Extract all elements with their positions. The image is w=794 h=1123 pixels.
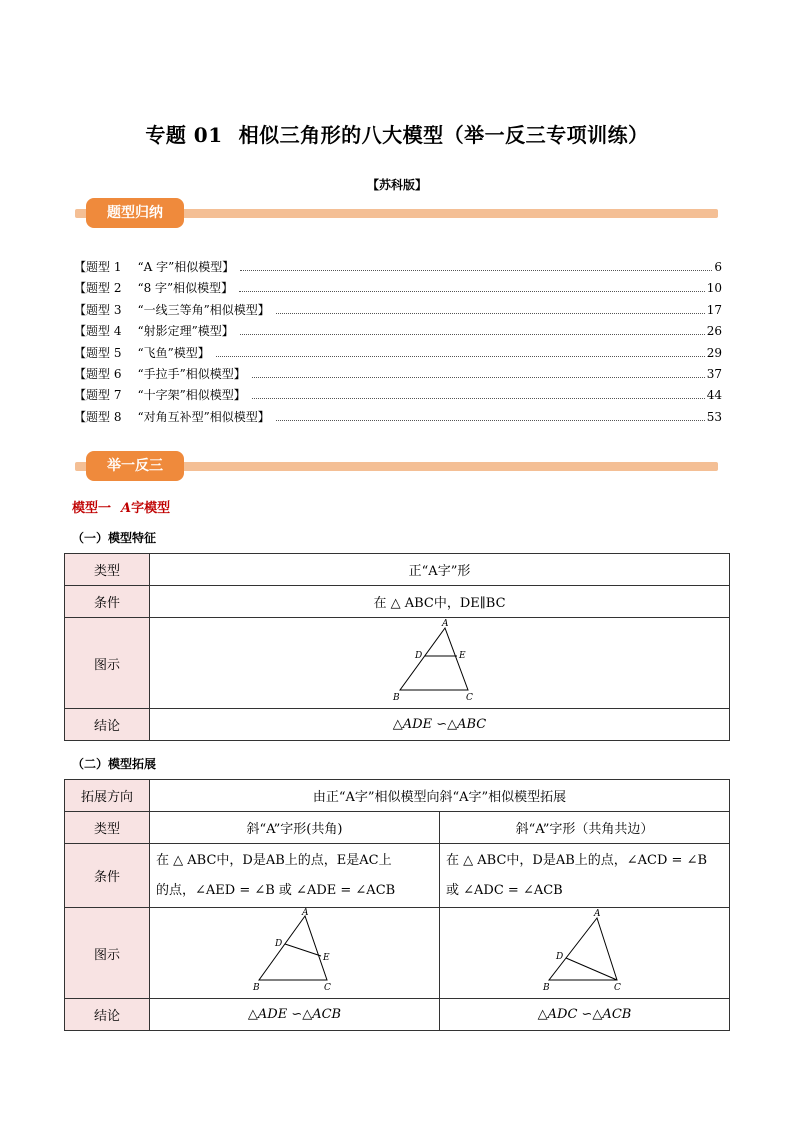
type-value: 正“A字”形 — [150, 554, 730, 586]
row-header-figure: 图示 — [65, 618, 150, 709]
type-left: 斜“A”字形(共角) — [150, 812, 440, 844]
toc-row[interactable]: 【题型 8 “对角互补型”相似模型】 53 — [74, 409, 722, 424]
row-header-type: 类型 — [65, 554, 150, 586]
condition-right: 在 △ ABC中，D是AB上的点，∠ACD = ∠B 或 ∠ADC = ∠ACB — [440, 844, 730, 908]
svg-text:C: C — [465, 693, 473, 703]
row-header-type: 类型 — [65, 812, 150, 844]
svg-text:B: B — [542, 983, 550, 993]
toc-row[interactable]: 【题型 6 “手拉手”相似模型】 37 — [74, 366, 722, 381]
row-header-condition: 条件 — [65, 586, 150, 618]
subheading-features: （一）模型特征 — [72, 531, 157, 545]
row-header-direction: 拓展方向 — [65, 780, 150, 812]
svg-text:A: A — [441, 619, 448, 629]
model-features-table — [64, 553, 730, 741]
section-tag-2: 举一反三 — [86, 451, 184, 481]
row-header-conclusion: 结论 — [65, 999, 150, 1031]
conclusion-left: △ADE ∽△ACB — [150, 999, 440, 1031]
toc-row[interactable]: 【题型 7 “十字架”相似模型】 44 — [74, 388, 722, 403]
subheading-extension: （二）模型拓展 — [72, 757, 157, 771]
conclusion-right: △ADC ∽△ACB — [440, 999, 730, 1031]
triangle-diagram-oblique — [245, 908, 345, 994]
model-extension-table — [64, 779, 730, 1031]
svg-text:B: B — [252, 983, 260, 993]
triangle-diagram-shared-side — [535, 908, 635, 994]
direction-value: 由正“A字”相似模型向斜“A字”相似模型拓展 — [150, 780, 730, 812]
svg-text:A: A — [593, 909, 600, 919]
svg-text:C: C — [323, 983, 331, 993]
svg-text:C: C — [613, 983, 621, 993]
toc-row[interactable]: 【题型 1 “A 字”相似模型】 6 — [74, 260, 722, 274]
svg-text:E: E — [458, 651, 466, 661]
type-right: 斜“A”字形（共角共边） — [440, 812, 730, 844]
condition-left: 在 △ ABC中，D是AB上的点，E是AC上 的点，∠AED = ∠B 或 ∠ADE = ∠ACB — [150, 844, 440, 908]
row-header-conclusion: 结论 — [65, 709, 150, 741]
toc-row[interactable]: 【题型 3 “一线三等角”相似模型】 17 — [74, 302, 722, 317]
svg-text:B: B — [392, 693, 400, 703]
svg-text:A: A — [301, 908, 308, 918]
svg-text:D: D — [274, 939, 282, 949]
conclusion-value: △ADE ∽△ABC — [150, 709, 730, 741]
svg-text:D: D — [555, 952, 563, 962]
row-header-figure: 图示 — [65, 908, 150, 999]
document-title — [0, 119, 794, 148]
title-number: 专题 01 — [145, 123, 223, 147]
figure-cell — [150, 618, 730, 709]
figure-right — [440, 908, 730, 999]
svg-text:D: D — [414, 651, 422, 661]
toc-row[interactable]: 【题型 5 “飞鱼”模型】 29 — [74, 345, 722, 360]
figure-left — [150, 908, 440, 999]
model-heading: 模型一 A字模型 — [72, 501, 171, 516]
title-text: 相似三角形的八大模型（举一反三专项训练） — [238, 123, 649, 147]
condition-value: 在 △ ABC中，DE∥BC — [150, 586, 730, 618]
table-of-contents — [72, 258, 722, 429]
toc-row[interactable]: 【题型 2 “8 字”相似模型】 10 — [74, 281, 722, 296]
edition-label: 【苏科版】 — [366, 178, 427, 192]
section-tag-1: 题型归纳 — [86, 198, 184, 228]
row-header-condition: 条件 — [65, 844, 150, 908]
svg-text:E: E — [322, 953, 330, 963]
triangle-diagram-a — [380, 618, 500, 704]
toc-row[interactable]: 【题型 4 “射影定理”模型】 26 — [74, 324, 722, 339]
